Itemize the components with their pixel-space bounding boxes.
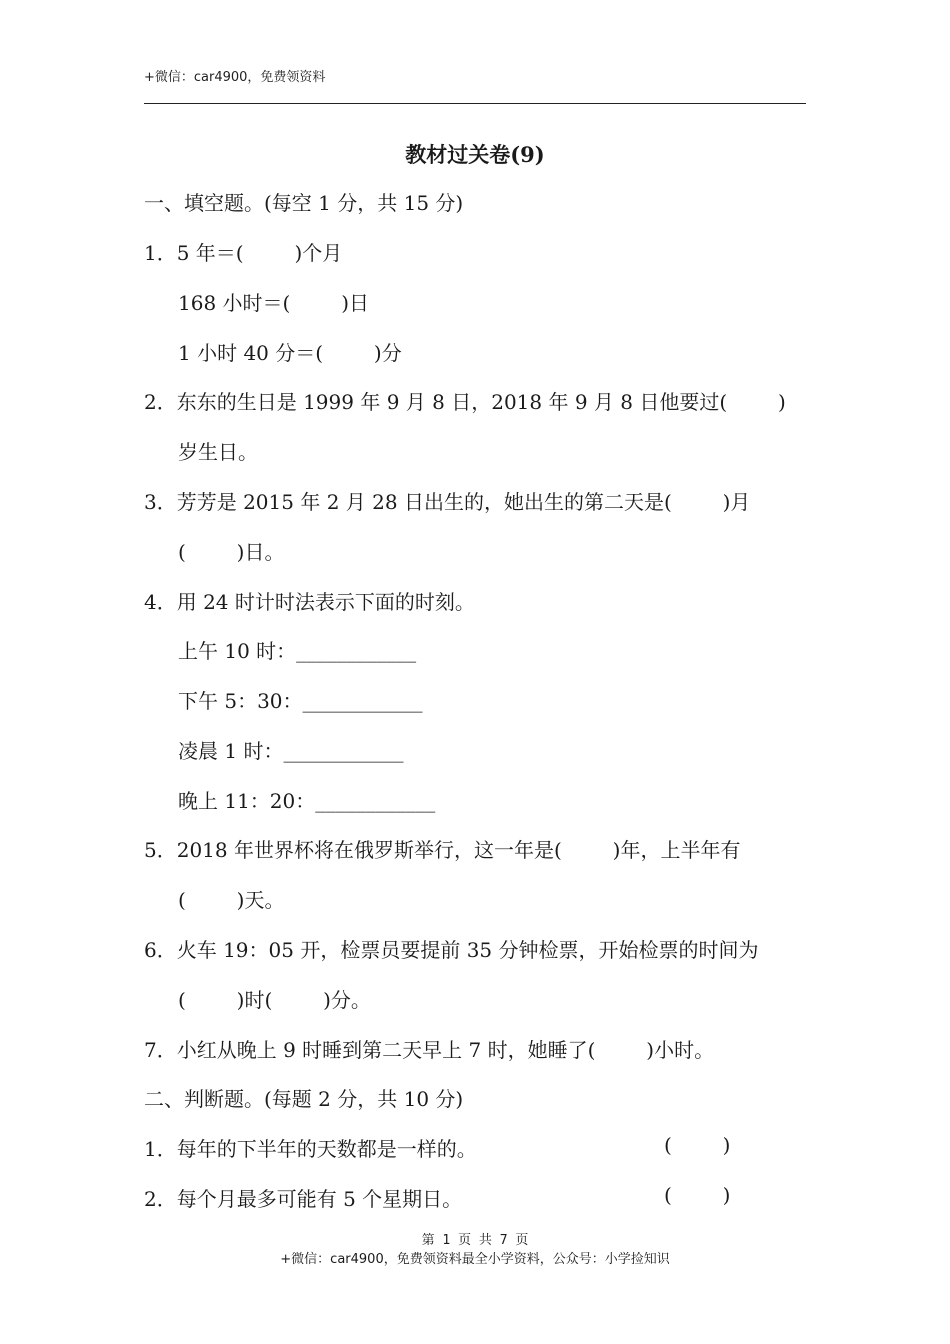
section2-heading: 二、判断题。(每题 2 分，共 10 分) bbox=[144, 1087, 464, 1111]
q4-line-c: 下午 5：30：____________ bbox=[178, 689, 423, 713]
q1-line-a: 1．5 年＝( )个月 bbox=[144, 241, 343, 265]
q3-line-b: ( )日。 bbox=[178, 540, 285, 564]
footer-page-number: 第 1 页 共 7 页 bbox=[421, 1233, 529, 1248]
header-note: +微信：car4900，免费领资料 bbox=[144, 70, 326, 85]
q6-line-b: ( )时( )分。 bbox=[178, 988, 371, 1012]
page-title: 教材过关卷(9) bbox=[405, 142, 545, 167]
q1-line-c: 1 小时 40 分＝( )分 bbox=[178, 341, 402, 365]
q1-line-b: 168 小时＝( )日 bbox=[178, 291, 369, 315]
q5-line-a: 5．2018 年世界杯将在俄罗斯举行，这一年是( )年，上半年有 bbox=[144, 838, 741, 862]
q7-line-a: 7．小红从晚上 9 时睡到第二天早上 7 时，她睡了( )小时。 bbox=[144, 1038, 715, 1062]
q4-line-b: 上午 10 时：____________ bbox=[178, 639, 417, 663]
footer-note: +微信：car4900，免费领资料最全小学资料，公众号：小学捡知识 bbox=[280, 1252, 670, 1267]
header-divider bbox=[144, 103, 806, 104]
q4-line-a: 4．用 24 时计时法表示下面的时刻。 bbox=[144, 590, 475, 614]
q3-line-a: 3．芳芳是 2015 年 2 月 28 日出生的，她出生的第二天是( )月 bbox=[144, 490, 751, 514]
q6-line-a: 6．火车 19：05 开，检票员要提前 35 分钟检票，开始检票的时间为 bbox=[144, 938, 759, 962]
judge-answer-blank-2: ( ) bbox=[664, 1183, 731, 1207]
judge-item-2: 2．每个月最多可能有 5 个星期日。 bbox=[144, 1187, 463, 1211]
q4-line-e: 晚上 11：20：____________ bbox=[178, 789, 436, 813]
q5-line-b: ( )天。 bbox=[178, 888, 285, 912]
q2-line-b: 岁生日。 bbox=[178, 440, 258, 464]
judge-item-1: 1．每年的下半年的天数都是一样的。 bbox=[144, 1137, 477, 1161]
q4-line-d: 凌晨 1 时：____________ bbox=[178, 739, 404, 763]
q2-line-a: 2．东东的生日是 1999 年 9 月 8 日，2018 年 9 月 8 日他要过( ) bbox=[144, 390, 786, 414]
section1-heading: 一、填空题。(每空 1 分，共 15 分) bbox=[144, 191, 464, 215]
judge-answer-blank-1: ( ) bbox=[664, 1133, 731, 1157]
